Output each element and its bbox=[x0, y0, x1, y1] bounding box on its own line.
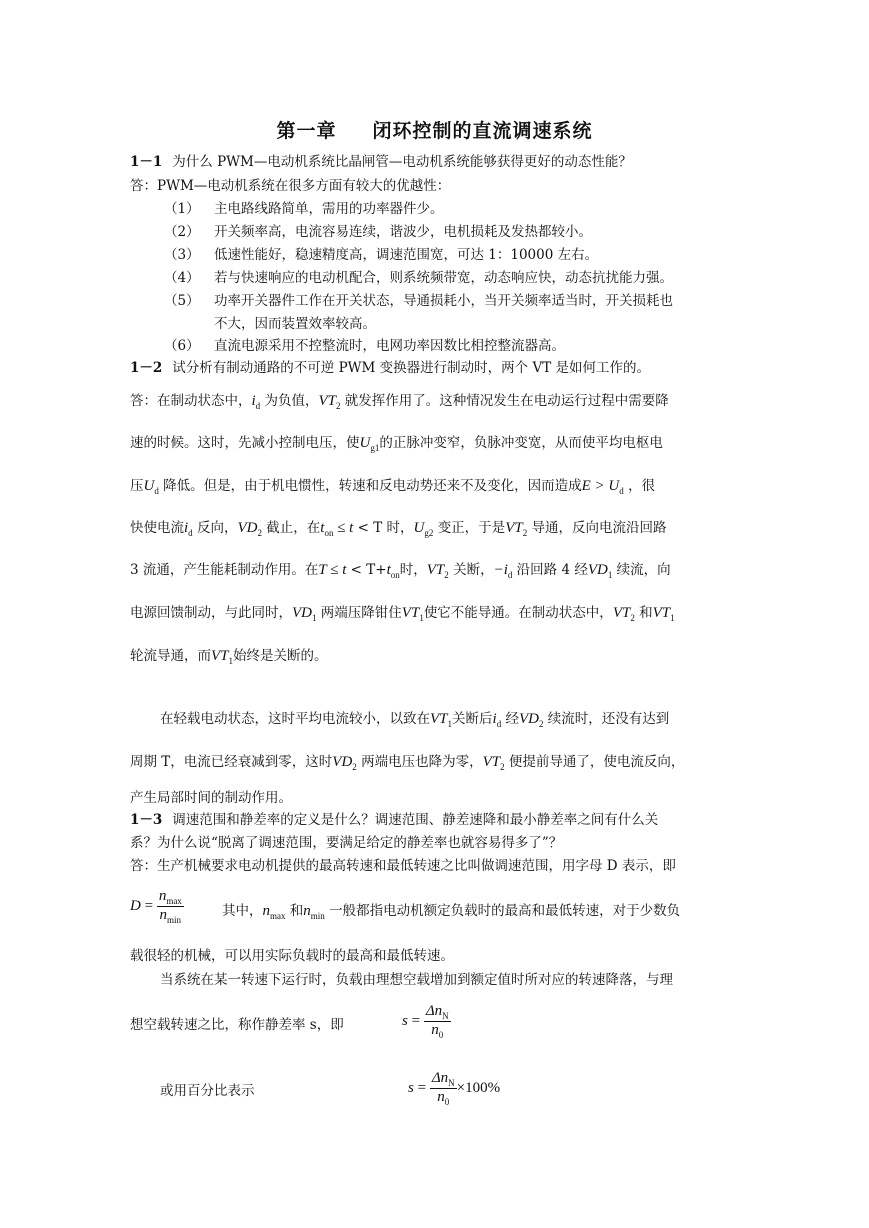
list-item-continuation: 不大，因而装置效率较高。 bbox=[214, 316, 376, 332]
question-3: 1－3 调速范围和静差率的定义是什么？调速范围、静差速降和最小静差率之间有什么关 bbox=[130, 812, 659, 828]
answer-3-line: 当系统在某一转速下运行时，负载由理想空载增加到额定值时所对应的转速降落，与理 bbox=[160, 972, 673, 988]
formula-s-percent: s = $\frac{\Delta n_N}{n_0}$ ×100% bbox=[408, 1070, 501, 1107]
answer-2-paragraph: 产生局部时间的制动作用。 bbox=[130, 790, 292, 806]
question-3: 系？为什么说“脱离了调速范围，要满足给定的静差率也就容易得多了”？ bbox=[130, 835, 563, 851]
answer-2-line: 压$U_d$ 降低。但是，由于机电惯性，转速和反电动势还来不及变化，因而造成$E > U_d$ ，很 bbox=[130, 478, 656, 496]
answer-3-line: 其中，$n_{max}$ 和$n_{min}$ 一般都指电动机额定负载时的最高和最低转速，对于少数负 bbox=[222, 903, 681, 921]
answer-2-line: 电源回馈制动，与此同时，$VD_1$ 两端压降钳住$VT_1$使它不能导通。在制动状态中，$VT_2$ 和$VT_1$ bbox=[130, 605, 675, 623]
answer-1-intro: 答：PWM—电动机系统在很多方面有较大的优越性： bbox=[130, 178, 451, 194]
answer-2-line: 答：在制动状态中，$i_d$ 为负值，$VT_2$ 就发挥作用了。这种情况发生在电动运行过程中需要降 bbox=[130, 393, 669, 411]
chapter-name: 闭环控制的直流调速系统 bbox=[372, 120, 593, 142]
chapter-number: 第一章 bbox=[276, 120, 337, 142]
answer-2-line: 3 流通，产生能耗制动作用。在$T \le t < T+t_{on}$时，$VT_2$ 关断，$-i_d$ 沿回路 4 经$VD_1$ 续流，向 bbox=[130, 562, 671, 580]
question-1: 1－1 为什么 PWM—电动机系统比晶闸管—电动机系统能够获得更好的动态性能？ bbox=[130, 154, 632, 170]
answer-3-line: 载很轻的机械，可以用实际负载时的最高和最低转速。 bbox=[130, 948, 454, 964]
answer-3-line: 答：生产机械要求电动机提供的最高转速和最低转速之比叫做调速范围，用字母 D 表示，即 bbox=[130, 858, 676, 874]
answer-3-line: 想空载转速之比，称作静差率 s，即 bbox=[130, 1017, 344, 1033]
chapter-title bbox=[0, 116, 869, 143]
answer-2-line: 速的时候。这时，先减小控制电压，使$U_{g1}$的正脉冲变窄，负脉冲变宽，从而使平均电枢电 bbox=[130, 435, 663, 453]
answer-3-line: 或用百分比表示 bbox=[160, 1083, 255, 1099]
answer-2-paragraph: 在轻载电动状态，这时平均电流较小，以致在$VT_1$关断后$i_d$ 经$VD_2$ 续流时，还没有达到 bbox=[160, 711, 670, 729]
list-item: （3） 低速性能好，稳速精度高，调速范围宽，可达 1：10000 左右。 bbox=[164, 247, 599, 263]
list-item: （4） 若与快速响应的电动机配合，则系统频带宽，动态响应快，动态抗扰能力强。 bbox=[164, 270, 673, 286]
list-item: （1） 主电路线路简单，需用的功率器件少。 bbox=[164, 201, 444, 217]
formula-s: s = $\frac{\Delta n_N}{n_0}$ bbox=[402, 1003, 449, 1040]
list-item: （2） 开关频率高，电流容易连续，谐波少，电机损耗及发热都较小。 bbox=[164, 224, 592, 240]
answer-2-line: 快使电流$i_d$ 反向，$VD_2$ 截止，在$t_{on} \le t < T$ 时，$U_{g2}$ 变正，于是$VT_2$ 导通，反向电流沿回路 bbox=[130, 520, 667, 538]
question-2: 1－2 试分析有制动通路的不可逆 PWM 变换器进行制动时，两个 VT 是如何工作的。 bbox=[130, 360, 650, 376]
answer-2-line: 轮流导通，而$VT_1$始终是关断的。 bbox=[130, 648, 328, 666]
list-item: （5） 功率开关器件工作在开关状态，导通损耗小，当开关频率适当时，开关损耗也 bbox=[164, 293, 673, 309]
formula-d: D = $\frac{n_{max}}{n_{min}}$ bbox=[130, 888, 182, 925]
answer-2-paragraph: 周期 T，电流已经衰减到零，这时$VD_2$ 两端电压也降为零，$VT_2$ 便提前导通了，使电流反向， bbox=[130, 754, 685, 772]
list-item: （6） 直流电源采用不控整流时，电网功率因数比相控整流器高。 bbox=[164, 338, 565, 354]
